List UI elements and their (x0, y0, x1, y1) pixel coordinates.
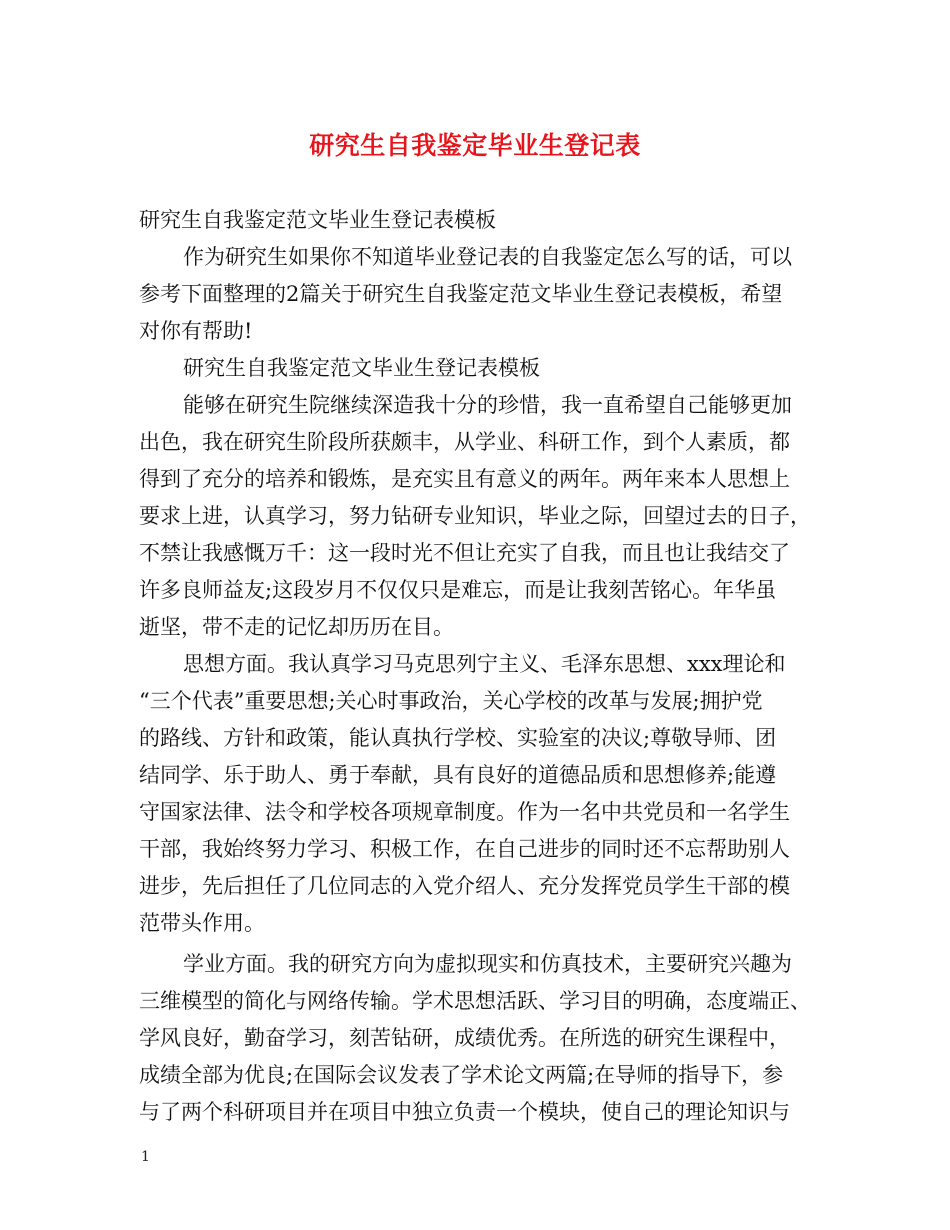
text-line: 要求上进，认真学习，努力钻研专业知识，毕业之际，回望过去的日子， (139, 504, 811, 528)
text-line: 研究生自我鉴定范文毕业生登记表模板 (139, 208, 496, 232)
text-line: 许多良师益友;这段岁月不仅仅只是难忘，而是让我刻苦铭心。年华虽 (139, 578, 777, 602)
text-line: 思想方面。我认真学习马克思列宁主义、毛泽东思想、xxx理论和 (183, 652, 786, 676)
text-line: 学业方面。我的研究方向为虚拟现实和仿真技术，主要研究兴趣为 (183, 952, 792, 976)
text-line: 逝坚，带不走的记忆却历历在目。 (139, 615, 454, 639)
text-line: 范带头作用。 (139, 911, 265, 935)
text-line: 成绩全部为优良;在国际会议发表了学术论文两篇;在导师的指导下，参 (139, 1063, 784, 1087)
text-line: 三维模型的简化与网络传输。学术思想活跃、学习目的明确，态度端正、 (139, 989, 811, 1013)
text-line: 得到了充分的培养和锻炼，是充实且有意义的两年。两年来本人思想上 (139, 467, 790, 491)
page-number: 1 (141, 1149, 150, 1165)
text-line: 出色，我在研究生阶段所获颇丰，从学业、科研工作，到个人素质，都 (139, 430, 790, 454)
paragraph (139, 239, 819, 350)
text-line: 参考下面整理的2篇关于研究生自我鉴定范文毕业生登记表模板，希望 (139, 282, 783, 306)
paragraph (139, 387, 819, 646)
text-line: 与了两个科研项目并在项目中独立负责一个模块，使自己的理论知识与 (139, 1100, 790, 1124)
paragraph (139, 202, 819, 239)
text-line: 能够在研究生院继续深造我十分的珍惜，我一直希望自己能够更加 (183, 393, 792, 417)
text-line: 的路线、方针和政策，能认真执行学校、实验室的决议;尊敬导师、团 (139, 726, 777, 750)
text-line: 干部，我始终努力学习、积极工作，在自己进步的同时还不忘帮助别人 (139, 837, 790, 861)
text-line: 研究生自我鉴定范文毕业生登记表模板 (183, 356, 540, 380)
text-line: 守国家法律、法令和学校各项规章制度。作为一名中共党员和一名学生 (139, 800, 790, 824)
text-line: 对你有帮助! (139, 319, 253, 343)
document-body (139, 202, 819, 1131)
paragraph (139, 946, 819, 1131)
text-line: 作为研究生如果你不知道毕业登记表的自我鉴定怎么写的话，可以 (183, 245, 792, 269)
text-line: “三个代表”重要思想;关心时事政治，关心学校的改革与发展;拥护党 (139, 689, 763, 713)
text-line: 进步，先后担任了几位同志的入党介绍人、充分发挥党员学生干部的模 (139, 874, 790, 898)
text-line: 结同学、乐于助人、勇于奉献，具有良好的道德品质和思想修养;能遵 (139, 763, 777, 787)
paragraph (139, 646, 819, 942)
document-title: 研究生自我鉴定毕业生登记表 (309, 131, 641, 160)
paragraph (139, 350, 819, 387)
text-line: 不禁让我感慨万千：这一段时光不但让充实了自我，而且也让我结交了 (139, 541, 790, 565)
text-line: 学风良好，勤奋学习，刻苦钻研，成绩优秀。在所选的研究生课程中， (139, 1026, 790, 1050)
